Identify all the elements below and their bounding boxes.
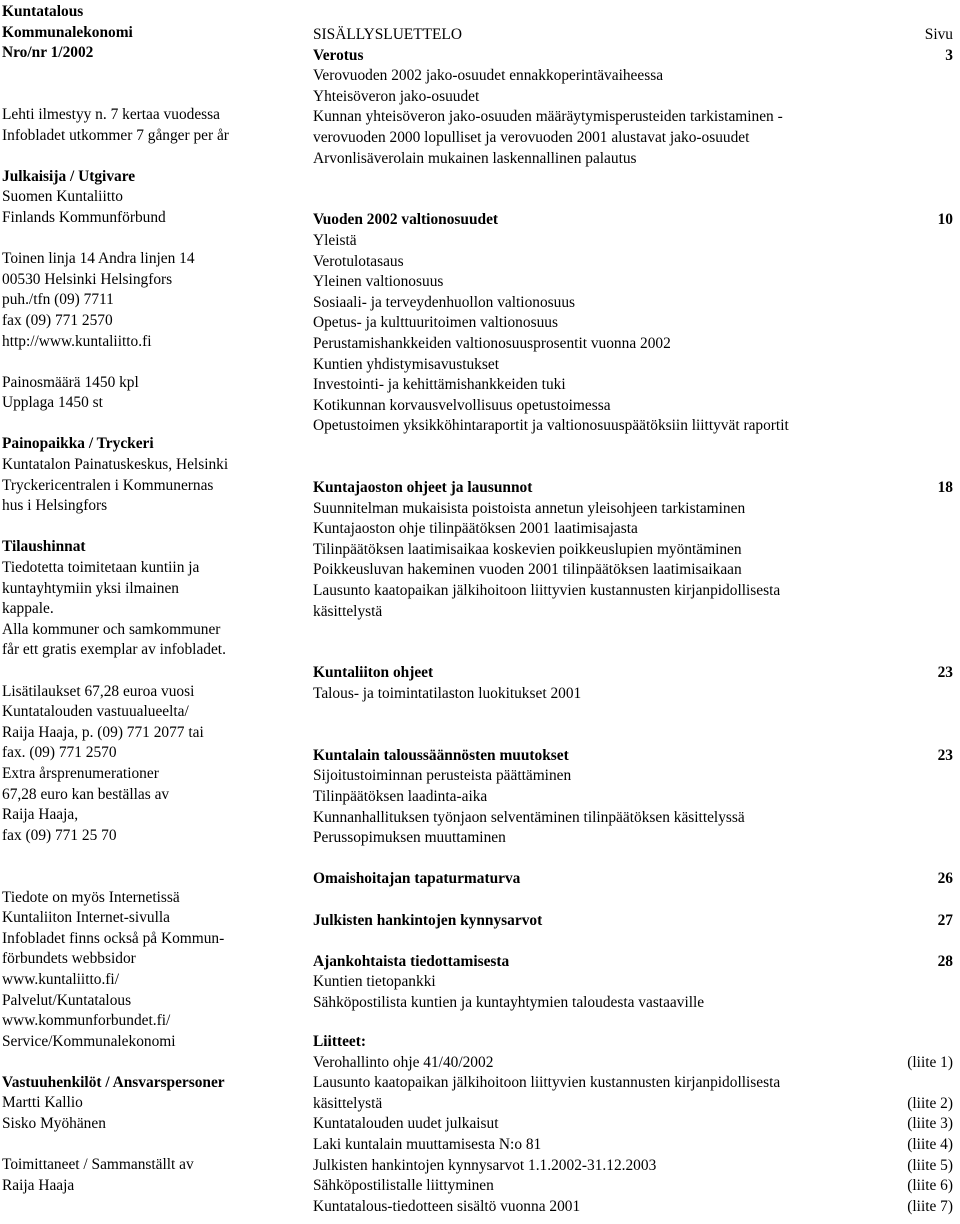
masthead-title: Kuntatalous [2, 3, 84, 20]
toc-section-page: 23 [937, 664, 953, 682]
attachment-ref: (liite 7) [907, 1197, 953, 1215]
attachment-item[interactable] [313, 1094, 953, 1115]
toc-item: Sijoitustoiminnan perusteista päättäminen [313, 767, 572, 785]
attachment-text: Laki kuntalain muuttamisesta N:o 81 [313, 1135, 542, 1153]
phone: puh./tfn (09) 7711 [2, 291, 114, 309]
toc-item: Kuntien tietopankki [313, 973, 436, 991]
toc-item: Kuntajaoston ohje tilinpäätöksen 2001 laatimisajasta [313, 520, 638, 538]
responsible-person: Martti Kallio [2, 1094, 83, 1112]
section-spacer [313, 931, 953, 952]
toc-item: Sosiaali- ja terveydenhuollon valtionosuus [313, 293, 576, 311]
toc-section-page: 18 [937, 479, 953, 497]
toc-section-title: Kuntajaoston ohjeet ja lausunnot [313, 479, 533, 497]
toc-section[interactable] [313, 46, 953, 67]
internet-link[interactable]: Service/Kommunalekonomi [2, 1032, 176, 1050]
toc-item: Perustamishankkeiden valtionosuusprosentit vuonna 2002 [313, 334, 671, 352]
toc-section-title: Kuntalain taloussäännösten muutokset [313, 746, 569, 764]
section-spacer [313, 849, 953, 870]
toc-section-page: 27 [937, 911, 953, 929]
toc-section-page: 10 [937, 211, 953, 229]
section-spacer [313, 437, 953, 478]
responsible-heading: Vastuuhenkilöt / Ansvarspersoner [2, 1073, 225, 1091]
toc-item: Talous- ja toimintatilaston luokitukset 2001 [313, 685, 582, 702]
toc-column [313, 0, 953, 1215]
internet-link[interactable]: www.kommunforbundet.fi/ [2, 1012, 171, 1030]
frequency-fi: Lehti ilmestyy n. 7 kertaa vuodessa [2, 105, 220, 123]
toc-item: Arvonlisäverolain mukainen laskennallinen palautus [313, 149, 637, 167]
toc-section[interactable] [313, 952, 953, 973]
extra-line: Kuntatalouden vastuualueelta/ [2, 703, 189, 721]
info-column [2, 0, 298, 1196]
toc-section[interactable] [313, 663, 953, 684]
toc-section-page: 23 [937, 746, 953, 764]
toc-sections [313, 46, 953, 1014]
editor-person: Raija Haaja [2, 1176, 75, 1194]
address-line: Toinen linja 14 Andra linjen 14 [2, 250, 195, 268]
toc-item: Sähköpostilista kuntien ja kuntayhtymien taloudesta vastaaville [313, 993, 705, 1011]
toc-section-title: Ajankohtaista tiedottamisesta [313, 952, 510, 970]
responsible-person: Sisko Myöhänen [2, 1115, 106, 1133]
section-spacer [313, 169, 953, 210]
toc-section[interactable] [313, 210, 953, 231]
extra-line: 67,28 euro kan beställas av [2, 785, 170, 803]
toc-section-page: 28 [937, 952, 953, 970]
toc-item: Yleistä [313, 231, 357, 249]
toc-section[interactable] [313, 911, 953, 932]
orders-line: kuntayhtymiin yksi ilmainen [2, 579, 179, 597]
section-spacer [313, 622, 953, 663]
toc-item: Yleinen valtionosuus [313, 273, 444, 291]
toc-section-title: Kuntaliiton ohjeet [313, 664, 434, 682]
extra-line: fax. (09) 771 2570 [2, 744, 117, 762]
orders-line: får ett gratis exemplar av infobladet. [2, 641, 226, 659]
frequency-sv: Infobladet utkommer 7 gånger per år [2, 126, 229, 144]
toc-item: Kuntien yhdistymisavustukset [313, 355, 499, 373]
toc-item: Tilinpäätöksen laadinta-aika [313, 787, 488, 805]
toc-item: käsittelystä [313, 602, 383, 620]
publisher-fi: Suomen Kuntaliitto [2, 188, 123, 206]
toc-section-title: Omaishoitajan tapaturmaturva [313, 870, 521, 888]
toc-item: Yhteisöveron jako-osuudet [313, 87, 480, 105]
attachment-item[interactable] [313, 1176, 953, 1197]
toc-item: Kunnan yhteisöveron jako-osuuden määräytymisperusteiden tarkistaminen - [313, 108, 783, 126]
orders-line: Tiedotetta toimitetaan kuntiin ja [2, 559, 200, 577]
website-link[interactable]: http://www.kuntaliitto.fi [2, 332, 152, 350]
masthead-subtitle: Kommunalekonomi [2, 23, 133, 41]
toc-header [313, 25, 953, 46]
toc-item: Investointi- ja kehittämishankkeiden tuki [313, 376, 566, 394]
printer-line: Tryckericentralen i Kommunernas [2, 476, 214, 494]
attachment-item[interactable] [313, 1114, 953, 1135]
section-spacer [313, 705, 953, 746]
internet-line: förbundets webbsidor [2, 950, 136, 968]
extra-line: Raija Haaja, p. (09) 771 2077 tai [2, 723, 204, 741]
internet-link[interactable]: www.kuntaliitto.fi/ [2, 970, 119, 988]
address-line: 00530 Helsinki Helsingfors [2, 270, 173, 288]
toc-item: Verotulotasaus [313, 252, 404, 270]
toc-section-page: 26 [937, 870, 953, 888]
publisher-sv: Finlands Kommunförbund [2, 208, 166, 226]
toc-title: SISÄLLYSLUETTELO [313, 26, 462, 43]
attachment-text: Julkisten hankintojen kynnysarvot 1.1.2002-31.12.2003 [313, 1156, 657, 1174]
toc-section-title: Verotus [313, 46, 364, 64]
attachment-text: käsittelystä [313, 1094, 383, 1112]
attachment-item[interactable] [313, 1135, 953, 1156]
toc-page-label: Sivu [924, 26, 953, 43]
attachment-list [313, 1053, 953, 1218]
orders-heading: Tilaushinnat [2, 538, 86, 556]
attachment-ref: (liite 5) [907, 1156, 953, 1174]
section-spacer [313, 890, 953, 911]
toc-item: Perussopimuksen muuttaminen [313, 829, 506, 847]
attachment-text: Sähköpostilistalle liittyminen [313, 1177, 494, 1195]
toc-item: Tilinpäätöksen laatimisaikaa koskevien poikkeuslupien myöntäminen [313, 540, 742, 558]
attachment-item[interactable] [313, 1156, 953, 1177]
toc-item: Kunnanhallituksen työnjaon selventäminen tilinpäätöksen käsittelyssä [313, 808, 745, 826]
orders-line: kappale. [2, 600, 54, 618]
toc-section[interactable] [313, 869, 953, 890]
fax: fax (09) 771 2570 [2, 311, 113, 329]
toc-section-title: Julkisten hankintojen kynnysarvot [313, 911, 543, 929]
toc-item: Opetus- ja kulttuuritoimen valtionosuus [313, 314, 558, 332]
internet-link[interactable]: Palvelut/Kuntatalous [2, 991, 132, 1009]
publisher-heading: Julkaisija / Utgivare [2, 167, 136, 185]
print-run-fi: Painosmäärä 1450 kpl [2, 373, 139, 391]
toc-item: verovuoden 2000 lopulliset ja verovuoden 2001 alustavat jako-osuudet [313, 128, 750, 146]
toc-item: Poikkeusluvan hakeminen vuoden 2001 tilinpäätöksen laatimisaikaan [313, 561, 742, 579]
toc-section-title: Vuoden 2002 valtionosuudet [313, 211, 499, 229]
attachment-ref: (liite 3) [907, 1115, 953, 1133]
orders-line: Alla kommuner och samkommuner [2, 620, 221, 638]
printer-line: Kuntatalon Painatuskeskus, Helsinki [2, 456, 229, 474]
issue-number: Nro/nr 1/2002 [2, 44, 94, 62]
toc-item: Suunnitelman mukaisista poistoista annetun yleisohjeen tarkistaminen [313, 499, 746, 517]
attachment-ref: (liite 1) [907, 1053, 953, 1071]
extra-line: Raija Haaja, [2, 806, 79, 824]
attachment-ref: (liite 2) [907, 1094, 953, 1112]
internet-line: Tiedote on myös Internetissä [2, 888, 180, 906]
attachment-text: Kuntatalous-tiedotteen sisältö vuonna 2001 [313, 1197, 581, 1215]
toc-item: Verovuoden 2002 jako-osuudet ennakkoperintävaiheessa [313, 67, 664, 85]
attachment-ref: (liite 4) [907, 1135, 953, 1153]
toc-section-page: 3 [945, 46, 953, 64]
attachments-heading: Liitteet: [313, 1033, 366, 1050]
attachment-text: Kuntatalouden uudet julkaisut [313, 1115, 499, 1133]
toc-item: Lausunto kaatopaikan jälkihoitoon liittyvien kustannusten kirjanpidollisesta [313, 582, 781, 600]
extra-line: Extra årsprenumerationer [2, 764, 159, 782]
attachment-text: Lausunto kaatopaikan jälkihoitoon liittyvien kustannusten kirjanpidollisesta [313, 1074, 781, 1092]
printer-line: hus i Helsingfors [2, 497, 108, 515]
attachment-ref: (liite 6) [907, 1177, 953, 1195]
internet-line: Kuntaliiton Internet-sivulla [2, 909, 170, 927]
attachment-text: Verohallinto ohje 41/40/2002 [313, 1053, 494, 1071]
extra-line: Lisätilaukset 67,28 euroa vuosi [2, 682, 195, 700]
editor-heading: Toimittaneet / Sammanställt av [2, 1156, 194, 1174]
attachment-item[interactable] [313, 1073, 953, 1094]
attachment-item[interactable] [313, 1053, 953, 1074]
attachments [313, 1032, 953, 1217]
attachment-item[interactable] [313, 1197, 953, 1218]
extra-line: fax (09) 771 25 70 [2, 826, 117, 844]
internet-line: Infobladet finns också på Kommun- [2, 929, 225, 947]
print-run-sv: Upplaga 1450 st [2, 394, 103, 412]
toc-item: Opetustoimen yksikköhintaraportit ja valtionosuuspäätöksiin liittyvät raportit [313, 417, 789, 435]
toc-item: Kotikunnan korvausvelvollisuus opetustoimessa [313, 396, 611, 414]
toc-section[interactable] [313, 478, 953, 499]
printer-heading: Painopaikka / Tryckeri [2, 435, 154, 453]
toc-section[interactable] [313, 746, 953, 767]
